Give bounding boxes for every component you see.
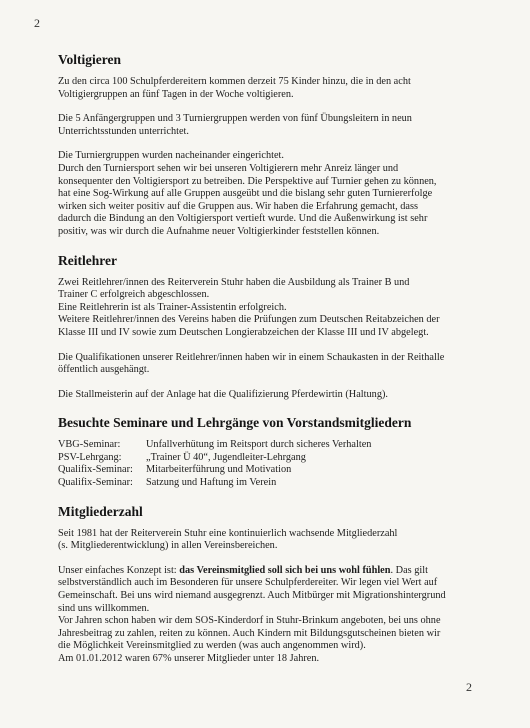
heading-voltigieren: Voltigieren — [58, 52, 121, 67]
voltigieren-paragraph-2: Die 5 Anfängergruppen und 3 Turniergruppen werden von fünf Übungsleitern in neun Unterrichtsstunden unterrichtet. — [58, 113, 412, 137]
seminar-value: „Trainer Ü 40“, Jugendleiter-Lehrgang — [146, 451, 306, 463]
voltigieren-paragraph-1: Zu den circa 100 Schulpferdereitern kommen derzeit 75 Kinder hinzu, die in den acht Voltigiergruppen an fünf Tagen in der Woche voltigieren. — [58, 76, 411, 100]
heading-mitgliederzahl: Mitgliederzahl — [58, 503, 143, 519]
seminar-label: PSV-Lehrgang: — [58, 451, 122, 463]
seminar-row — [58, 477, 488, 490]
heading-reitlehrer: Reitlehrer — [58, 252, 117, 268]
mitglieder-paragraph-2: Unser einfaches Konzept ist: das Vereinsmitglied soll sich bei uns wohl fühlen. Das gilt selbstverständlich auch im Besonderen für unsere Schulpferdereiter. Wir legen viel Wert auf Gemeinschaft. Bei uns wird niemand ausgegrenzt. Auch Mitbürger mit Migrationshintergrund sind uns willkommen. Vor Jahren schon haben wir dem SOS-Kinderdorf in Stuhr-Brinkum angeboten, bei uns ohne Jahresbeitrag zu zahlen, reiten zu können. Auch Kindern mit Bildungsgutscheinen bieten wir die Möglichkeit Vereinsmitglied zu werden (was auch angenommen wird). Am 01.01.2012 waren 67% unserer Mitglieder unter 18 Jahren. — [58, 564, 446, 664]
page-number-bottom: 2 — [466, 680, 472, 694]
seminar-label: Qualifix-Seminar: — [58, 464, 133, 476]
reitlehrer-paragraph-3: Die Stallmeisterin auf der Anlage hat die Qualifizierung Pferdewirtin (Haltung). — [58, 388, 388, 400]
seminar-value: Unfallverhütung im Reitsport durch sicheres Verhalten — [146, 439, 372, 451]
seminar-label: Qualifix-Seminar: — [58, 477, 133, 489]
voltigieren-paragraph-3: Die Turniergruppen wurden nacheinander eingerichtet. Durch den Turniersport sehen wir bei unseren Voltigierern mehr Anreiz länger und konsequenter den Voltigiersport zu betreiben. Die Perspektive auf Turnier gehen zu können, hat eine Sog-Wirkung auf alle Gruppen ausgeübt und die bislang sehr guten Turniererfolge wirken sich weiter positiv auf die Gruppen aus. Wir haben die Erfahrung gemacht, dass dadurch die Bindung an den Voltigiersport vertieft wurde. Und die Außenwirkung ist sehr positiv, was wir durch die Aufnahme neuer Voltigierkinder feststellen können. — [58, 150, 437, 237]
seminar-row — [58, 464, 488, 477]
seminar-value: Satzung und Haftung im Verein — [146, 477, 277, 489]
seminar-row — [58, 439, 488, 452]
seminar-list — [58, 439, 488, 489]
page-number-top: 2 — [34, 16, 40, 30]
reitlehrer-paragraph-2: Die Qualifikationen unserer Reitlehrer/innen haben wir in einem Schaukasten in der Reithalle öffentlich ausgehängt. — [58, 351, 445, 376]
seminar-value: Mitarbeiterführung und Motivation — [146, 464, 292, 476]
reitlehrer-paragraph-1: Zwei Reitlehrer/innen des Reiterverein Stuhr haben die Ausbildung als Trainer B und Trainer C erfolgreich abgeschlossen. Eine Reitlehrerin ist als Trainer-Assistentin erfolgreich. Weitere Reitlehrer/innen des Vereins haben die Prüfungen zum Deutschen Reitabzeichen der Klasse III und IV sowie zum Deutschen Longierabzeichen der Klasse III und IV abgelegt. — [58, 276, 440, 338]
mitglieder-paragraph-1: Seit 1981 hat der Reiterverein Stuhr eine kontinuierlich wachsende Mitgliederzahl (s. Mitgliederentwicklung) in allen Vereinsbereichen. — [58, 527, 398, 552]
heading-seminare: Besuchte Seminare und Lehrgänge von Vorstandsmitgliedern — [58, 415, 412, 431]
concept-emphasis: das Vereinsmitglied soll sich bei uns wohl fühlen — [179, 564, 391, 576]
seminar-label: VBG-Seminar: — [58, 439, 121, 451]
page-content — [58, 52, 488, 666]
seminar-row — [58, 452, 488, 465]
